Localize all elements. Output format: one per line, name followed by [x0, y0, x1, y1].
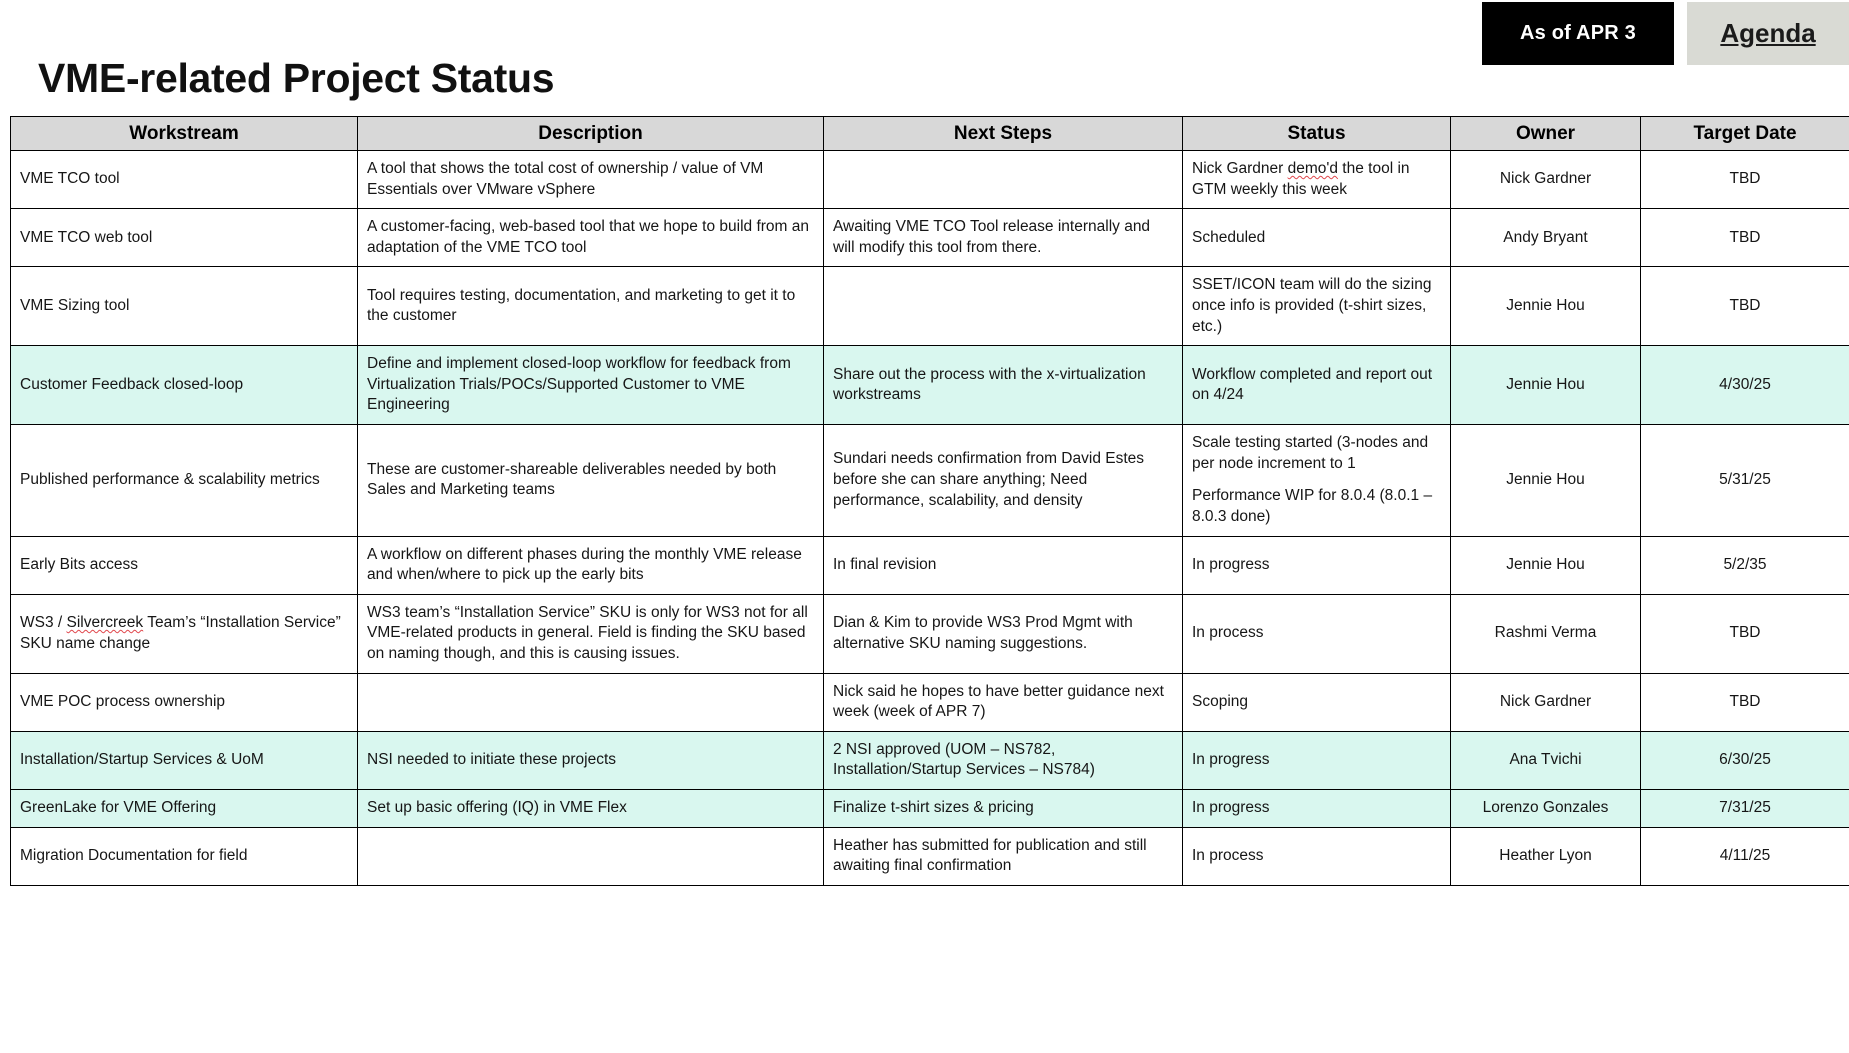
cell-owner: Lorenzo Gonzales	[1451, 790, 1641, 828]
cell-next-steps: 2 NSI approved (UOM – NS782, Installation/Startup Services – NS784)	[824, 731, 1183, 789]
cell-target-date: 5/31/25	[1641, 425, 1849, 536]
table-row	[11, 536, 1849, 594]
project-status-table-wrapper	[10, 116, 1849, 886]
column-header-description: Description	[358, 117, 824, 151]
cell-description: NSI needed to initiate these projects	[358, 731, 824, 789]
cell-workstream: Installation/Startup Services & UoM	[11, 731, 358, 789]
workstream-text-pre: WS3 /	[20, 614, 67, 632]
cell-target-date: 4/30/25	[1641, 346, 1849, 425]
cell-status: In process	[1183, 827, 1451, 885]
table-header-row	[11, 117, 1849, 151]
cell-target-date: 6/30/25	[1641, 731, 1849, 789]
cell-status: In progress	[1183, 731, 1451, 789]
as-of-date-label: As of APR 3	[1520, 22, 1636, 44]
cell-status: In progress	[1183, 536, 1451, 594]
cell-target-date: TBD	[1641, 673, 1849, 731]
cell-next-steps: Awaiting VME TCO Tool release internally and will modify this tool from there.	[824, 209, 1183, 267]
cell-workstream: GreenLake for VME Offering	[11, 790, 358, 828]
cell-status: Scoping	[1183, 673, 1451, 731]
cell-target-date: 5/2/35	[1641, 536, 1849, 594]
column-header-target-date: Target Date	[1641, 117, 1849, 151]
table-row	[11, 673, 1849, 731]
table-body	[11, 151, 1849, 886]
cell-owner: Jennie Hou	[1451, 267, 1641, 346]
as-of-date-badge	[1482, 2, 1674, 65]
status-text-secondary: Performance WIP for 8.0.4 (8.0.1 – 8.0.3 done)	[1192, 487, 1433, 525]
workstream-text-post: Team’s “Installation Service” SKU name change	[20, 614, 341, 652]
cell-workstream: VME TCO web tool	[11, 209, 358, 267]
table-row	[11, 827, 1849, 885]
cell-next-steps: In final revision	[824, 536, 1183, 594]
cell-next-steps	[824, 267, 1183, 346]
cell-description: Tool requires testing, documentation, and marketing to get it to the customer	[358, 267, 824, 346]
table-row	[11, 425, 1849, 536]
agenda-button[interactable]	[1687, 2, 1849, 65]
cell-description: A workflow on different phases during the monthly VME release and when/where to pick up the early bits	[358, 536, 824, 594]
cell-next-steps	[824, 151, 1183, 209]
cell-description	[358, 673, 824, 731]
cell-workstream: Early Bits access	[11, 536, 358, 594]
spellcheck-flagged-word: demo'd	[1287, 160, 1338, 177]
table-row	[11, 209, 1849, 267]
cell-owner: Jennie Hou	[1451, 536, 1641, 594]
cell-owner: Jennie Hou	[1451, 346, 1641, 425]
cell-workstream	[11, 594, 358, 673]
cell-description: These are customer-shareable deliverables needed by both Sales and Marketing teams	[358, 425, 824, 536]
cell-status: In process	[1183, 594, 1451, 673]
agenda-label: Agenda	[1720, 18, 1816, 48]
project-status-table	[10, 116, 1849, 886]
cell-status: SSET/ICON team will do the sizing once info is provided (t-shirt sizes, etc.)	[1183, 267, 1451, 346]
cell-target-date: TBD	[1641, 267, 1849, 346]
cell-status: In progress	[1183, 790, 1451, 828]
cell-target-date: TBD	[1641, 209, 1849, 267]
table-row	[11, 790, 1849, 828]
column-header-owner: Owner	[1451, 117, 1641, 151]
cell-description: A customer-facing, web-based tool that we hope to build from an adaptation of the VME TCO tool	[358, 209, 824, 267]
column-header-workstream: Workstream	[11, 117, 358, 151]
cell-next-steps: Heather has submitted for publication and still awaiting final confirmation	[824, 827, 1183, 885]
cell-target-date: TBD	[1641, 151, 1849, 209]
cell-description: WS3 team’s “Installation Service” SKU is only for WS3 not for all VME-related products in general. Field is finding the SKU based on naming though, and this is causing issues.	[358, 594, 824, 673]
column-header-next-steps: Next Steps	[824, 117, 1183, 151]
page-title: VME-related Project Status	[38, 55, 555, 101]
cell-owner: Jennie Hou	[1451, 425, 1641, 536]
cell-workstream: Migration Documentation for field	[11, 827, 358, 885]
cell-description: A tool that shows the total cost of ownership / value of VM Essentials over VMware vSphere	[358, 151, 824, 209]
cell-status: Workflow completed and report out on 4/24	[1183, 346, 1451, 425]
cell-description: Define and implement closed-loop workflow for feedback from Virtualization Trials/POCs/Supported Customer to VME Engineering	[358, 346, 824, 425]
cell-workstream: VME TCO tool	[11, 151, 358, 209]
status-text: Scale testing started (3-nodes and per node increment to 1	[1192, 434, 1429, 472]
table-row	[11, 346, 1849, 425]
table-row	[11, 731, 1849, 789]
column-header-status: Status	[1183, 117, 1451, 151]
cell-target-date: 7/31/25	[1641, 790, 1849, 828]
cell-workstream: Published performance & scalability metrics	[11, 425, 358, 536]
table-row	[11, 151, 1849, 209]
cell-workstream: VME Sizing tool	[11, 267, 358, 346]
cell-workstream: VME POC process ownership	[11, 673, 358, 731]
cell-owner: Andy Bryant	[1451, 209, 1641, 267]
cell-owner: Nick Gardner	[1451, 151, 1641, 209]
spellcheck-flagged-word: Silvercreek	[66, 614, 144, 632]
cell-status	[1183, 425, 1451, 536]
cell-status	[1183, 151, 1451, 209]
cell-owner: Ana Tvichi	[1451, 731, 1641, 789]
table-row	[11, 267, 1849, 346]
cell-next-steps: Nick said he hopes to have better guidance next week (week of APR 7)	[824, 673, 1183, 731]
table-row	[11, 594, 1849, 673]
status-text-pre: Nick Gardner	[1192, 160, 1288, 177]
cell-next-steps: Share out the process with the x-virtualization workstreams	[824, 346, 1183, 425]
status-text-post: the tool in GTM weekly this week	[1192, 160, 1410, 198]
cell-owner: Heather Lyon	[1451, 827, 1641, 885]
cell-owner: Rashmi Verma	[1451, 594, 1641, 673]
cell-description	[358, 827, 824, 885]
cell-description: Set up basic offering (IQ) in VME Flex	[358, 790, 824, 828]
cell-next-steps: Finalize t-shirt sizes & pricing	[824, 790, 1183, 828]
cell-workstream: Customer Feedback closed-loop	[11, 346, 358, 425]
cell-target-date: 4/11/25	[1641, 827, 1849, 885]
cell-next-steps: Sundari needs confirmation from David Estes before she can share anything; Need performance, scalability, and density	[824, 425, 1183, 536]
cell-status: Scheduled	[1183, 209, 1451, 267]
cell-owner: Nick Gardner	[1451, 673, 1641, 731]
cell-target-date: TBD	[1641, 594, 1849, 673]
cell-next-steps: Dian & Kim to provide WS3 Prod Mgmt with alternative SKU naming suggestions.	[824, 594, 1183, 673]
